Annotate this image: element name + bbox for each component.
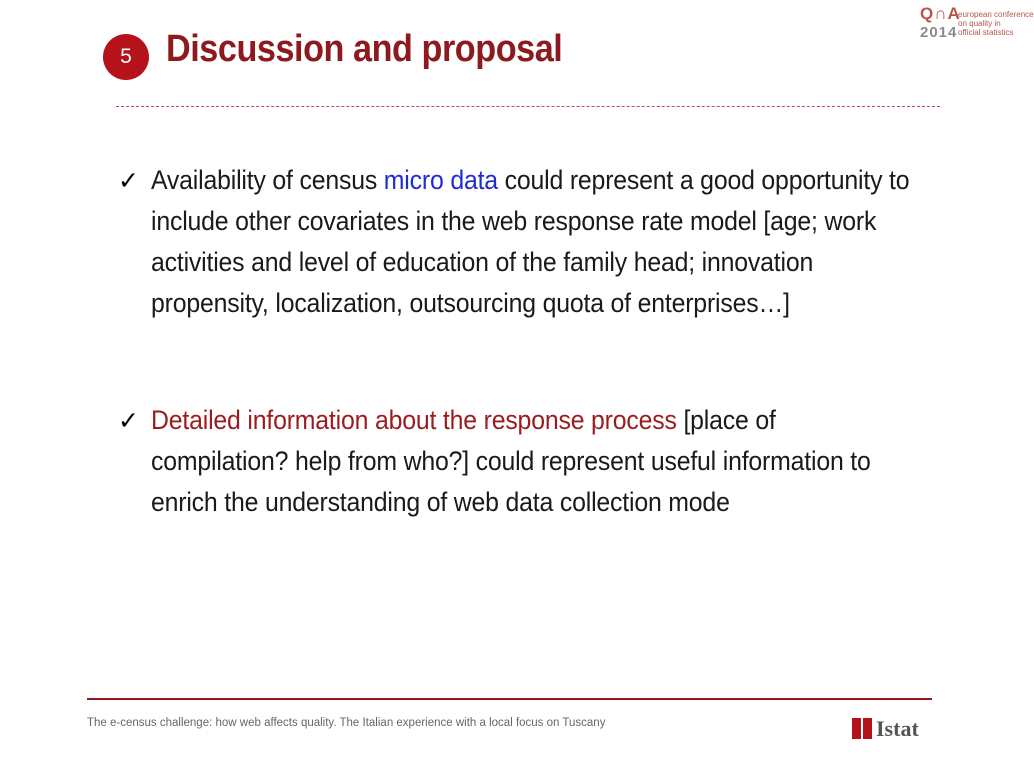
bullet-text-lead: Availability of census: [151, 165, 384, 195]
bullet-text-rest: could represent a good opportunity to include other covariates in the web response rate model [age; work activities and level of education of the family head; innovation propensity, localization, outsourcing quota of enterprises…]: [151, 165, 910, 318]
slide-number-badge: 5: [103, 34, 149, 80]
bullet-text: [151, 400, 915, 523]
bullet-list: [116, 160, 916, 523]
istat-logo: [852, 716, 934, 742]
conference-logo-line: european conference: [958, 10, 1034, 19]
check-icon: ✓: [118, 406, 139, 435]
conference-logo-year: 2014: [920, 24, 958, 41]
istat-logo-text: Istat: [876, 716, 919, 741]
highlight-response-process: Detailed information about the response process: [151, 405, 677, 435]
istat-logo-mark: [852, 718, 861, 739]
bullet-census-micro-data: [116, 160, 916, 324]
istat-logo-mark: [863, 718, 872, 739]
bullet-text-rest: [place of compilation? help from who?] could represent useful information to enrich the understanding of web data collection mode: [151, 405, 871, 517]
bullet-response-process: [116, 400, 916, 523]
conference-logo-mark: Q∩A: [920, 4, 961, 23]
page-title: Discussion and proposal: [166, 28, 563, 70]
footer-divider: [87, 698, 932, 700]
conference-logo: [920, 4, 1034, 48]
highlight-micro-data: micro data: [383, 165, 498, 195]
footer-caption: The e-census challenge: how web affects quality. The Italian experience with a local focus on Tuscany: [87, 717, 606, 729]
check-icon: ✓: [118, 166, 139, 195]
conference-logo-text: [958, 10, 1034, 37]
header-divider: [116, 106, 940, 107]
conference-logo-line: official statistics: [958, 28, 1014, 37]
bullet-text: [151, 160, 915, 324]
conference-logo-line: on quality in: [958, 19, 1001, 28]
